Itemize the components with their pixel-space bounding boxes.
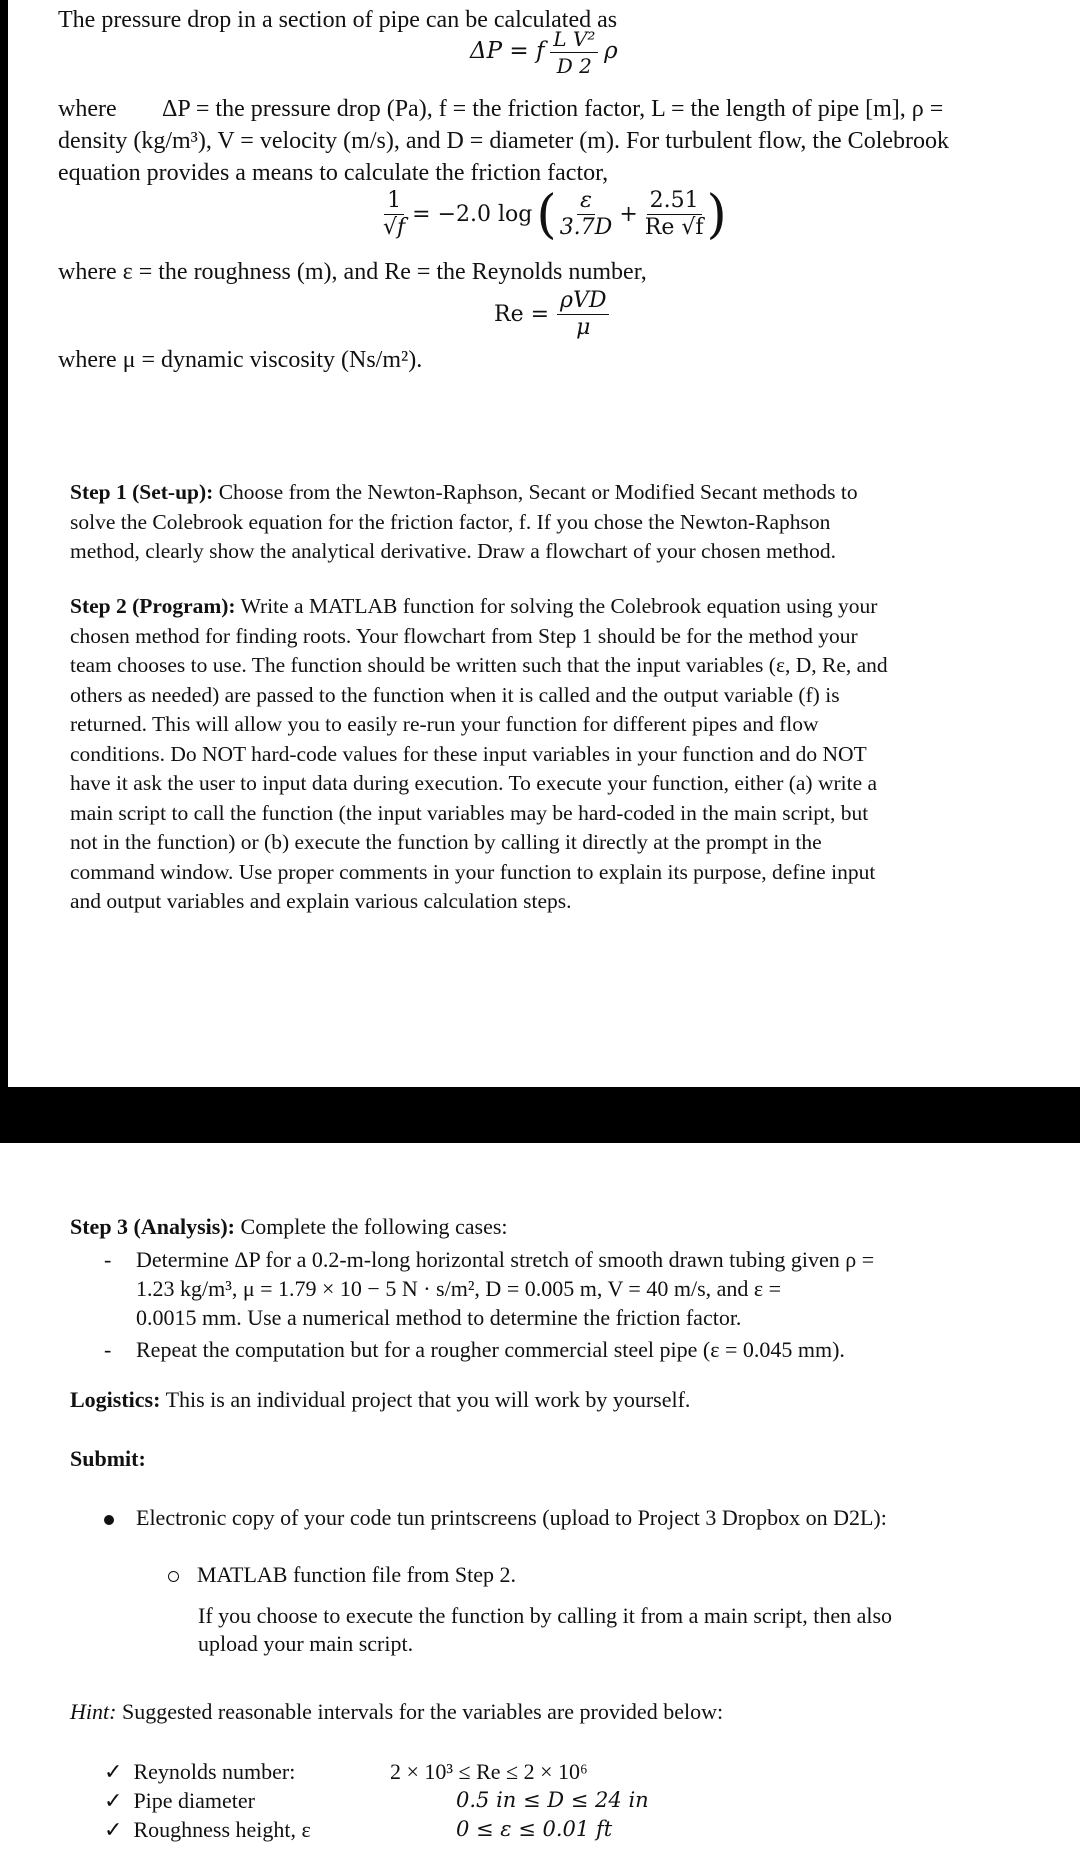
step1-line: solve the Colebrook equation for the friction factor, f. If you chose the Newton-Raphson xyxy=(70,509,831,534)
step2-line: team chooses to use. The function should be written such that the input variables (ε, D, Re, and xyxy=(70,653,888,677)
definition-line-3: equation provides a means to calculate the friction factor, xyxy=(58,160,609,186)
definition-line-2: density (kg/m³), V = velocity (m/s), and D = diameter (m). For turbulent flow, the Colebrook xyxy=(58,128,949,154)
hint-list xyxy=(104,1757,311,1844)
hint-range-3: 0 ≤ ε ≤ 0.01 ft xyxy=(456,1817,613,1841)
hint-range-1: 2 × 10³ ≤ Re ≤ 2 × 10⁶ xyxy=(390,1759,588,1784)
step1-line: method, clearly show the analytical derivative. Draw a flowchart of your chosen method. xyxy=(70,539,836,563)
step2-line: command window. Use proper comments in your function to explain its purpose, define input xyxy=(70,859,876,884)
step2-line: main script to call the function (the input variables may be hard-coded in the main script, but xyxy=(70,800,869,825)
hint-range-2: 0.5 in ≤ D ≤ 24 in xyxy=(456,1788,649,1812)
step2-line: conditions. Do NOT hard-code values for these input variables in your function and do NOT xyxy=(70,741,867,766)
where-label: where xyxy=(58,96,117,122)
colebrook-equation: $\frac{1}{√f}$ = −2.0 log ( $\frac{\varepsilon}{3.7D}$ + $\frac{2.51}{Re √f}$ ) xyxy=(383,184,727,245)
definition-line-1: ΔP = the pressure drop (Pa), f = the friction factor, L = the length of pipe [m], ρ = xyxy=(162,96,944,122)
step3-case-1: - Determine ΔP for a 0.2-m-long horizontal stretch of smooth drawn tubing given ρ = 1.23 kg/m³, μ = 1.79 × 10 − 5 N · s/m², D = 0.005 m, V = 40 m/s, and ε = 0.0015 mm. Use a numerical method to determine the friction factor. xyxy=(104,1247,875,1330)
hint-item: ✓ Reynolds number: xyxy=(104,1759,296,1784)
submit-bullet: Electronic copy of your code tun printscreens (upload to Project 3 Dropbox on D2L): xyxy=(104,1505,887,1531)
step1-section xyxy=(70,478,858,567)
submit-label: Submit: xyxy=(70,1446,146,1471)
viscosity-line: where μ = dynamic viscosity (Ns/m²). xyxy=(58,347,423,373)
step2-line: others as needed) are passed to the function when it is called and the output variable (f) is xyxy=(70,682,840,707)
hint-item: ✓ Roughness height, ε xyxy=(104,1817,311,1842)
roughness-line: where ε = the roughness (m), and Re = the Reynolds number, xyxy=(58,259,647,285)
step2-line: not in the function) or (b) execute the function by calling it directly at the prompt in the xyxy=(70,830,822,854)
pressure-drop-equation: ΔP = f $\frac{\text{L V²}}{D 2}$ ρ xyxy=(470,27,618,78)
step2-line: chosen method for finding roots. Your flowchart from Step 1 should be for the method your xyxy=(70,623,858,648)
reynolds-equation: Re = $\frac{\text{ρVD}}{\mu}$ xyxy=(494,288,609,341)
step3-case-2: - Repeat the computation but for a rougher commercial steel pipe (ε = 0.045 mm). xyxy=(104,1337,845,1362)
step3-heading: Step 3 (Analysis): Complete the following cases: xyxy=(70,1214,508,1239)
step2-line: have it ask the user to input data during execution. To execute your function, either (a) write a xyxy=(70,771,878,795)
logistics-line: Logistics: This is an individual project that you will work by yourself. xyxy=(70,1387,691,1412)
step2-line: returned. This will allow you to easily re-run your function for different pipes and flow xyxy=(70,712,819,736)
step2-section xyxy=(70,592,888,917)
hint-line: Hint: Suggested reasonable intervals for the variables are provided below: xyxy=(70,1699,724,1724)
submit-note: If you choose to execute the function by calling it from a main script, then also upload your main script. xyxy=(198,1603,893,1656)
step2-label: Step 2 (Program): xyxy=(70,594,236,618)
hint-item: ✓ Pipe diameter xyxy=(104,1788,256,1813)
step1-line: Choose from the Newton-Raphson, Secant or Modified Secant methods to xyxy=(218,480,858,504)
left-border xyxy=(0,0,8,1090)
submit-sub-bullet: MATLAB function file from Step 2. xyxy=(168,1562,516,1588)
step2-line: and output variables and explain various calculation steps. xyxy=(70,889,572,913)
intro-text: The pressure drop in a section of pipe can be calculated as xyxy=(58,7,618,33)
black-divider-bar xyxy=(0,1087,1080,1143)
step2-line: Write a MATLAB function for solving the Colebrook equation using your xyxy=(240,594,878,618)
step1-label: Step 1 (Set-up): xyxy=(70,480,214,504)
